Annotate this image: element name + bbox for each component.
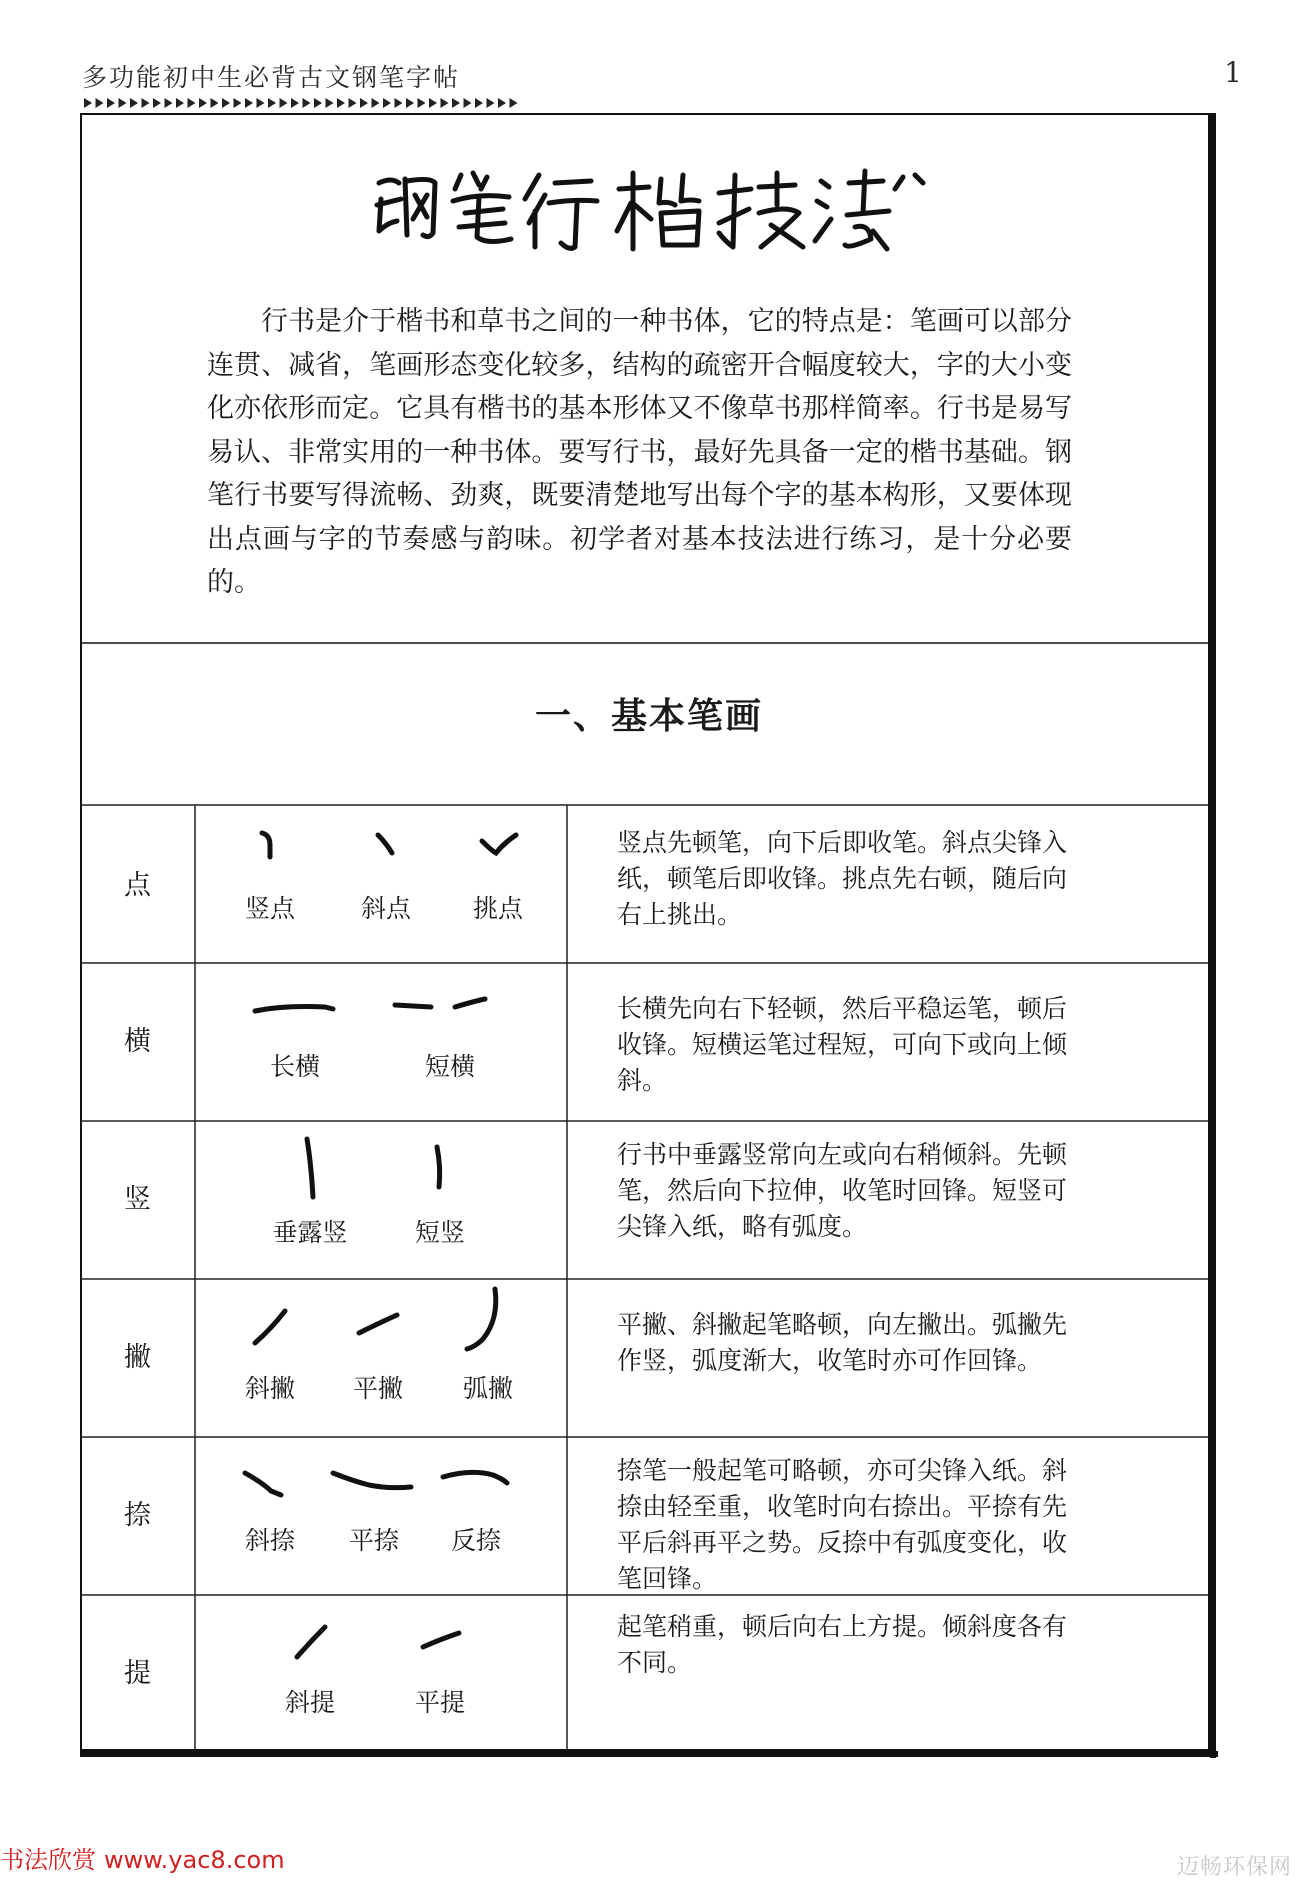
slant-left-falling-stroke [215, 1293, 325, 1359]
stroke-samples [195, 1437, 585, 1595]
stroke-name: 横 [124, 1026, 151, 1057]
sample-stroke [375, 989, 525, 1081]
sample-stroke [433, 1283, 543, 1403]
sample-stroke [421, 1461, 531, 1555]
stroke-name: 点 [124, 870, 151, 901]
footer-site [0, 1840, 285, 1875]
arrow-glyph [418, 98, 426, 108]
sample-stroke [385, 1611, 495, 1717]
site-name: 书法欣赏 [0, 1846, 96, 1874]
calligraphy-title [80, 153, 1218, 273]
content-frame [80, 113, 1218, 1758]
book-title: 多功能初中生必背古文钢笔字帖 [82, 63, 461, 92]
arrow-glyph [211, 98, 219, 108]
arrow-glyph [84, 98, 92, 108]
arrow-glyph [119, 98, 127, 108]
arrow-glyph [257, 98, 265, 108]
arrow-glyph [349, 98, 357, 108]
table-row [80, 805, 1218, 963]
arrow-glyph [487, 98, 495, 108]
arrow-glyph [441, 98, 449, 108]
stroke-name: 竖 [124, 1184, 151, 1215]
table-row [80, 1437, 1218, 1595]
stroke-description: 行书中垂露竖常向左或向右稍倾斜。先顿笔，然后向下拉伸，收笔时回锋。短竖可尖锋入纸，略有弧度。 [617, 1140, 1068, 1241]
stroke-description: 竖点先顿笔，向下后即收笔。斜点尖锋入纸，顿笔后即收锋。挑点先右顿，随后向右上挑出。 [617, 828, 1068, 929]
arrow-glyph [142, 98, 150, 108]
stroke-samples [195, 1595, 585, 1750]
slant-dot-stroke [356, 827, 416, 871]
sample-label: 平捺 [348, 1526, 399, 1555]
stroke-samples [195, 805, 585, 963]
arrow-glyph [245, 98, 253, 108]
sample-stroke [245, 1133, 375, 1247]
sample-label: 斜捺 [244, 1526, 295, 1555]
arrow-glyph [188, 98, 196, 108]
page-header [62, 52, 1242, 112]
sample-stroke [215, 827, 325, 923]
arrow-glyph [395, 98, 403, 108]
stroke-description: 长横先向右下轻顿，然后平稳运笔，顿后收锋。短横运笔过程短，可向下或向上倾斜。 [617, 994, 1068, 1095]
sample-label: 斜点 [360, 894, 411, 923]
arrow-glyph [383, 98, 391, 108]
decorative-arrow-rule [82, 96, 522, 110]
page-number: 1 [1224, 56, 1242, 89]
arrow-glyph [337, 98, 345, 108]
short-vertical-stroke [385, 1133, 495, 1203]
sample-stroke [443, 827, 553, 923]
table-row [80, 963, 1218, 1121]
intro-paragraph [207, 300, 1072, 605]
flick-dot-stroke [468, 827, 528, 871]
stroke-description: 平撇、斜撇起笔略顿，向左撇出。弧撇先作竖，弧度渐大，收笔时亦可作回锋。 [617, 1310, 1068, 1375]
flat-right-falling-stroke [319, 1461, 429, 1511]
arrow-glyph [406, 98, 414, 108]
section-title: 一、基本笔画 [534, 696, 763, 737]
sample-stroke [331, 827, 441, 923]
arrow-glyph [268, 98, 276, 108]
vertical-dot-stroke [240, 827, 300, 871]
arrow-glyph [222, 98, 230, 108]
slant-rising-stroke [245, 1611, 375, 1671]
arrow-glyph [372, 98, 380, 108]
site-url[interactable]: www.yac8.com [104, 1846, 285, 1874]
arrow-glyph [165, 98, 173, 108]
hanging-dew-vertical-stroke [245, 1133, 375, 1203]
arrow-glyph [510, 98, 518, 108]
arrow-glyph [130, 98, 138, 108]
arrow-glyph [234, 98, 242, 108]
arrow-glyph [475, 98, 483, 108]
stroke-name: 撇 [124, 1342, 151, 1373]
reverse-right-falling-stroke [421, 1461, 531, 1511]
sample-label: 长横 [269, 1052, 320, 1081]
sample-label: 垂露竖 [272, 1218, 348, 1247]
sample-label: 短横 [424, 1052, 475, 1081]
arrow-glyph [464, 98, 472, 108]
sample-label: 平提 [414, 1688, 465, 1717]
sample-label: 斜撇 [244, 1374, 295, 1403]
stroke-description: 捺笔一般起笔可略顿，亦可尖锋入纸。斜捺由轻至重，收笔时向右捺出。平捺有先平后斜再平之势。反捺中有弧度变化，收笔回锋。 [617, 1456, 1068, 1593]
sample-stroke [323, 1293, 433, 1403]
arrow-glyph [326, 98, 334, 108]
intro-text: 行书是介于楷书和草书之间的一种书体，它的特点是：笔画可以部分连贯、减省，笔画形态变化较多，结构的疏密开合幅度较大，字的大小变化亦依形而定。它具有楷书的基本形体又不像草书那样简率。行书是易写易认、非常实用的一种书体。要写行书，最好先具备一定的楷书基础。钢笔行书要写得流畅、劲爽，既要清楚地写出每个字的基本构形，又要体现出点画与字的节奏感与韵味。初学者对基本技法进行练习，是十分必要的。 [207, 306, 1072, 598]
sample-stroke [385, 1133, 495, 1247]
sample-label: 平撇 [352, 1374, 403, 1403]
table-row [80, 1279, 1218, 1437]
sample-stroke [245, 1611, 375, 1717]
sample-label: 弧撇 [462, 1374, 513, 1403]
slant-right-falling-stroke [215, 1461, 325, 1511]
stroke-samples [195, 1279, 585, 1437]
arrow-glyph [303, 98, 311, 108]
sample-stroke [215, 1461, 325, 1555]
sample-stroke [215, 1293, 325, 1403]
arrow-glyph [280, 98, 288, 108]
stroke-samples [195, 1121, 585, 1279]
arrow-glyph [291, 98, 299, 108]
stroke-samples [195, 963, 585, 1121]
sample-label: 挑点 [472, 894, 523, 923]
curved-left-falling-stroke [433, 1283, 543, 1359]
sample-stroke [225, 989, 365, 1081]
arrow-glyph [199, 98, 207, 108]
arrow-glyph [360, 98, 368, 108]
arrow-glyph [176, 98, 184, 108]
calligraphy-title-art [369, 153, 929, 263]
flat-rising-stroke [385, 1611, 495, 1671]
stroke-name: 捺 [124, 1500, 151, 1531]
arrow-glyph [429, 98, 437, 108]
stroke-name: 提 [124, 1658, 151, 1689]
watermark: 迈畅环保网 [1176, 1855, 1292, 1880]
arrow-glyph [498, 98, 506, 108]
sample-label: 斜提 [284, 1688, 335, 1717]
short-horizontal-stroke [375, 989, 525, 1029]
sample-stroke [319, 1461, 429, 1555]
sample-label: 竖点 [244, 894, 295, 923]
long-horizontal-stroke [225, 989, 365, 1029]
arrow-glyph [96, 98, 104, 108]
sample-label: 短竖 [414, 1218, 465, 1247]
arrow-glyph [452, 98, 460, 108]
sample-label: 反捺 [450, 1526, 501, 1555]
arrow-glyph [153, 98, 161, 108]
flat-left-falling-stroke [323, 1293, 433, 1359]
table-row [80, 1595, 1218, 1750]
arrow-glyph [314, 98, 322, 108]
stroke-description: 起笔稍重，顿后向右上方提。倾斜度各有不同。 [617, 1612, 1068, 1677]
table-row [80, 1121, 1218, 1279]
arrow-glyph [107, 98, 115, 108]
